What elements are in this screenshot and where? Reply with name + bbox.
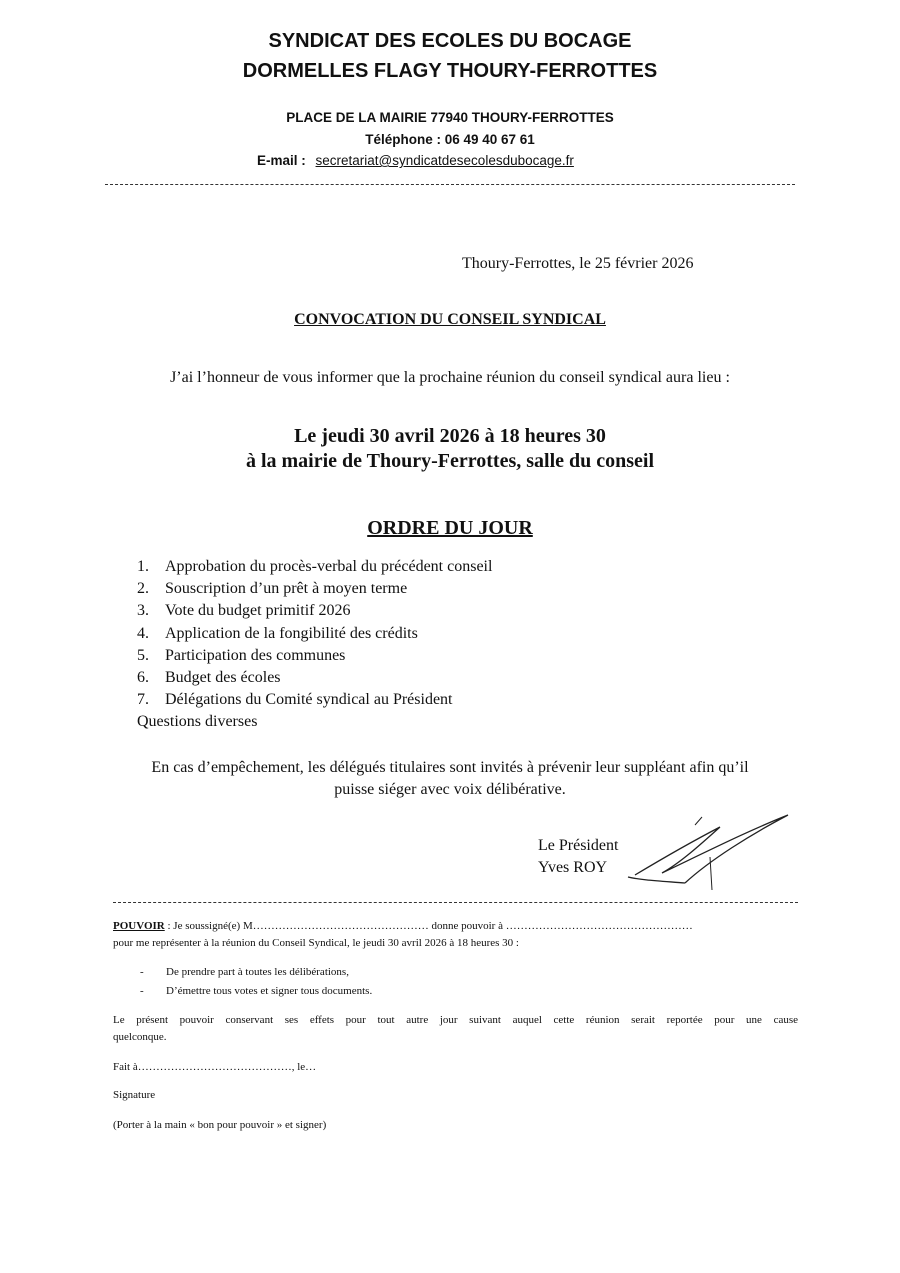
org-name: SYNDICAT DES ECOLES DU BOCAGE — [268, 30, 632, 52]
document-title: CONVOCATION DU CONSEIL SYNDICAL — [294, 311, 606, 328]
proxy-para2: quelconque. — [113, 1031, 167, 1043]
meeting-date: Le jeudi 30 avril 2026 à 18 heures 30 — [294, 425, 606, 447]
agenda-item: 5. Participation des communes — [137, 647, 346, 664]
agenda-item: 3. Vote du budget primitif 2026 — [137, 602, 351, 619]
email-label: E-mail : — [257, 153, 306, 168]
handwritten-signature — [600, 805, 800, 895]
agenda-extra: Questions diverses — [137, 713, 258, 730]
agenda-item: 6. Budget des écoles — [137, 669, 281, 686]
proxy-signature-label: Signature — [113, 1089, 156, 1101]
intro-text: J’ai l’honneur de vous informer que la prochaine réunion du conseil syndical aura lieu : — [170, 369, 730, 386]
proxy-line1: POUVOIR : Je soussigné(e) M………………………………………… donne pouvoir à …………………………………………… — [113, 920, 693, 932]
org-address: PLACE DE LA MAIRIE 77940 THOURY-FERROTTES — [286, 110, 614, 125]
proxy-note: (Porter à la main « bon pour pouvoir » et signer) — [113, 1119, 327, 1131]
notice-line1: En cas d’empêchement, les délégués titulaires sont invités à prévenir leur suppléant afin qu’il — [151, 759, 749, 776]
agenda-item: 2. Souscription d’un prêt à moyen terme — [137, 580, 408, 597]
signatory-role: Le Président — [538, 837, 619, 854]
signatory-name: Yves ROY — [538, 859, 608, 876]
email-link[interactable]: secretariat@syndicatdesecolesdubocage.fr — [315, 153, 574, 168]
agenda-title: ORDRE DU JOUR — [367, 517, 533, 539]
proxy-line2: pour me représenter à la réunion du Conseil Syndical, le jeudi 30 avril 2026 à 18 heures 30 : — [113, 937, 519, 949]
agenda-item: 7. Délégations du Comité syndical au Président — [137, 691, 453, 708]
org-phone: Téléphone : 06 49 40 67 61 — [365, 132, 535, 147]
proxy-place-date: Fait à……………………………………, le… — [113, 1061, 317, 1073]
agenda-item: 1. Approbation du procès-verbal du précédent conseil — [137, 558, 493, 575]
date-line: Thoury-Ferrottes, le 25 février 2026 — [462, 255, 694, 272]
proxy-divider — [113, 902, 798, 903]
meeting-place: à la mairie de Thoury-Ferrottes, salle du conseil — [245, 450, 655, 472]
org-email-row — [257, 153, 574, 168]
header-divider — [105, 184, 795, 185]
proxy-para1: Le présent pouvoir conservant ses effets pour tout autre jour suivant auquel cette réunion serait reportée pour une cause — [113, 1014, 798, 1026]
proxy-bullet: - D’émettre tous votes et signer tous documents. — [140, 985, 373, 997]
agenda-item: 4. Application de la fongibilité des crédits — [137, 625, 418, 642]
org-communes: DORMELLES FLAGY THOURY-FERROTTES — [242, 60, 658, 82]
proxy-bullet: - De prendre part à toutes les délibérations, — [140, 966, 349, 978]
notice-line2: puisse siéger avec voix délibérative. — [334, 781, 566, 798]
